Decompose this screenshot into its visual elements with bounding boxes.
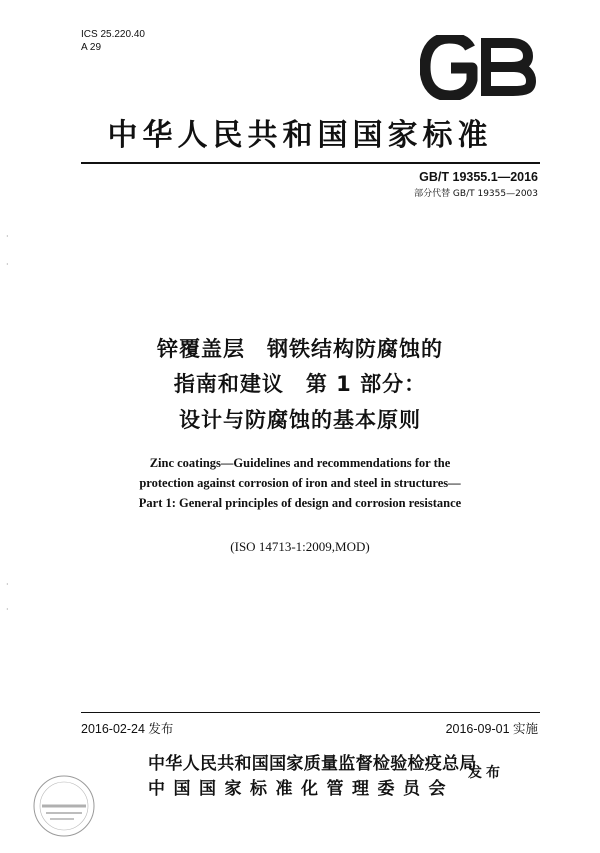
chinese-title-line-3: 设计与防腐蚀的基本原则 bbox=[179, 408, 421, 432]
ccs-code: A 29 bbox=[81, 42, 102, 53]
header-divider bbox=[81, 162, 540, 164]
replaces-note: 部分代替 GB/T 19355—2003 bbox=[414, 189, 538, 199]
chinese-title-line-2: 指南和建议 第 1 部分： bbox=[173, 372, 427, 396]
issuer-aqsiq: 中华人民共和国国家质量监督检验检疫总局 bbox=[148, 754, 477, 774]
english-title-line-3: Part 1: General principles of design and corrosion resistance bbox=[138, 496, 462, 510]
english-title-line-2: protection against corrosion of iron and steel in structures— bbox=[139, 476, 461, 490]
issue-label: 发布 bbox=[468, 765, 504, 781]
publish-date: 2016-02-24 发布 bbox=[81, 722, 174, 736]
standard-number: GB/T 19355.1—2016 bbox=[419, 170, 538, 184]
margin-mark: · bbox=[6, 232, 9, 241]
english-title-line-1: Zinc coatings—Guidelines and recommendations for the bbox=[149, 456, 451, 470]
chinese-title-line-1: 锌覆盖层 钢铁结构防腐蚀的 bbox=[157, 337, 443, 361]
national-standard-title: 中华人民共和国国家标准 bbox=[107, 118, 493, 153]
footer-divider bbox=[81, 712, 540, 713]
iso-reference: (ISO 14713-1:2009,MOD) bbox=[230, 539, 370, 554]
margin-mark: · bbox=[6, 580, 9, 589]
seal-stamp bbox=[28, 770, 100, 842]
ics-code: ICS 25.220.40 bbox=[81, 29, 145, 40]
gb-logo bbox=[420, 35, 536, 100]
margin-mark: · bbox=[6, 260, 9, 269]
implement-date: 2016-09-01 实施 bbox=[445, 722, 538, 736]
margin-mark: · bbox=[6, 605, 9, 614]
issuer-sac: 中国国家标准化管理委员会 bbox=[148, 779, 454, 799]
